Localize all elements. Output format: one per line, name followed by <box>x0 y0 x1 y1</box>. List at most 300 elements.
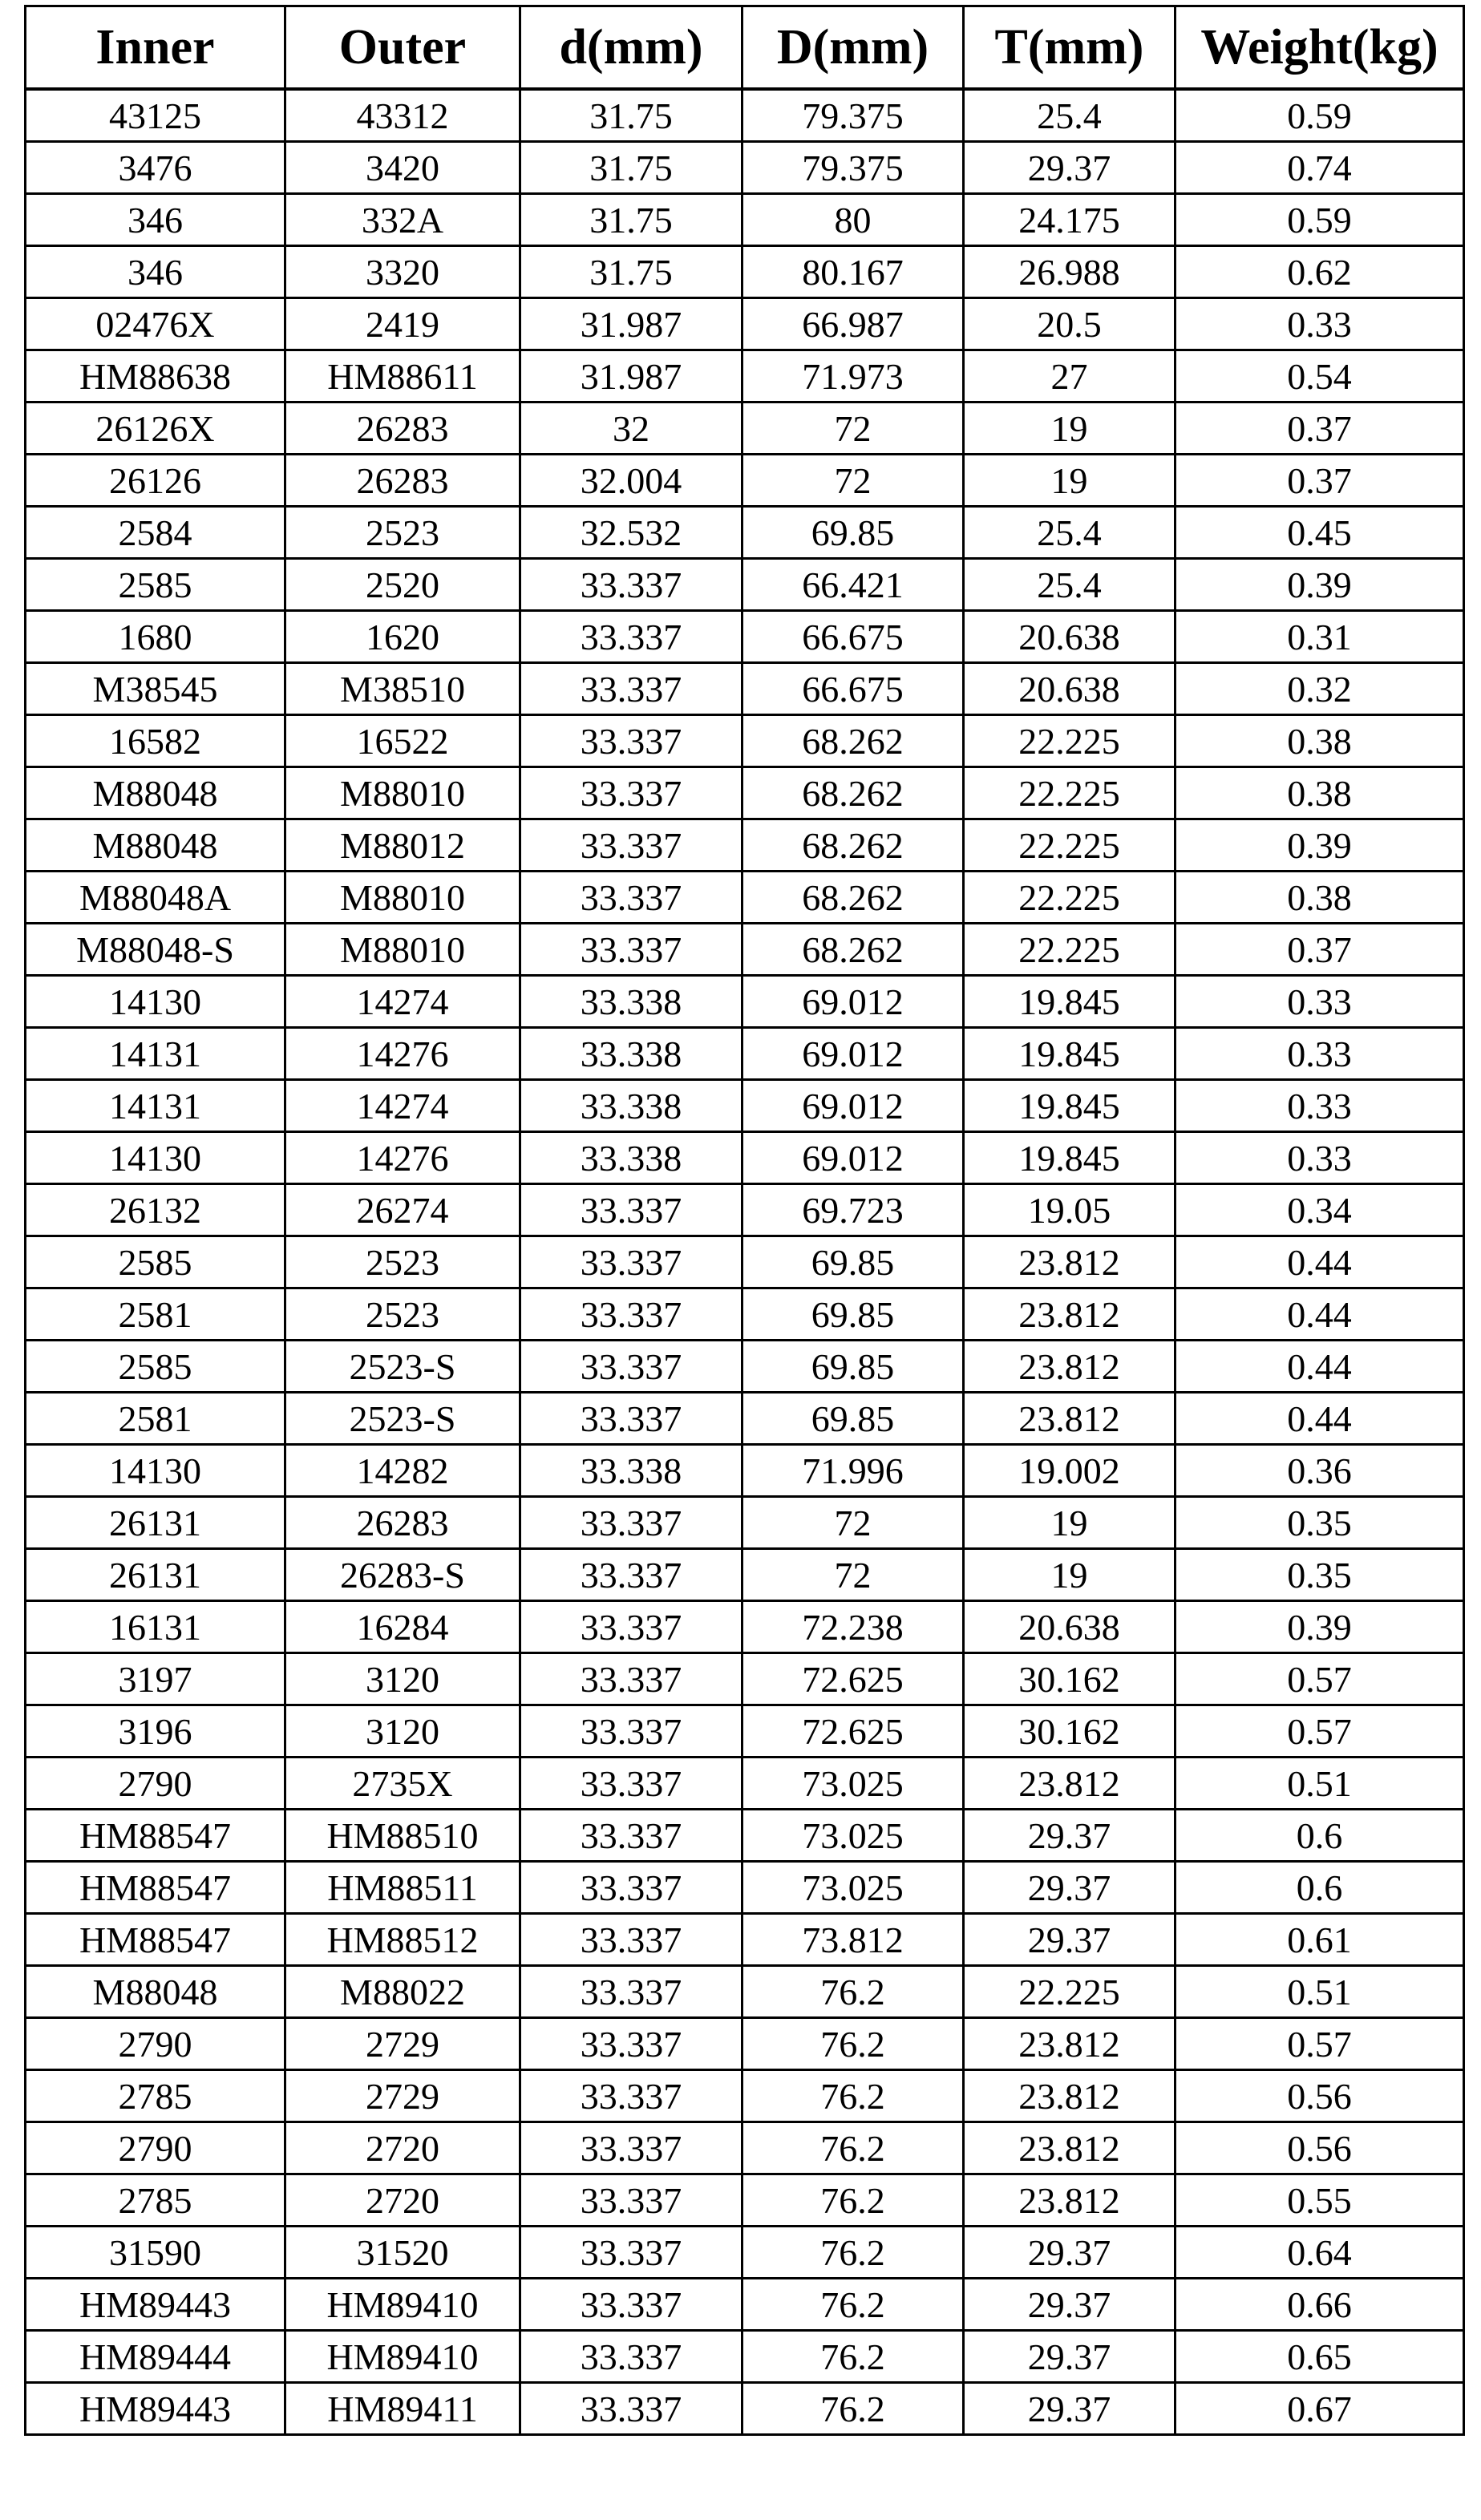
cell-bore-diameter: 33.337 <box>520 2122 743 2174</box>
table-header <box>26 6 1464 90</box>
table-row <box>26 2383 1464 2435</box>
cell-bore-diameter: 33.337 <box>520 1393 743 1445</box>
cell-bore-diameter: 33.337 <box>520 1862 743 1914</box>
cell-weight: 0.61 <box>1175 1914 1464 1966</box>
cell-outer: 14274 <box>285 1080 520 1132</box>
cell-bore-diameter: 33.337 <box>520 1914 743 1966</box>
table-row <box>26 1601 1464 1653</box>
cell-inner: HM88547 <box>26 1914 285 1966</box>
table-row <box>26 2331 1464 2383</box>
cell-weight: 0.64 <box>1175 2227 1464 2279</box>
table-row <box>26 663 1464 715</box>
table-row <box>26 559 1464 611</box>
cell-weight: 0.31 <box>1175 611 1464 663</box>
cell-outer: 16522 <box>285 715 520 767</box>
cell-bore-diameter: 33.337 <box>520 1341 743 1393</box>
cell-inner: 2785 <box>26 2070 285 2122</box>
cell-bore-diameter: 31.75 <box>520 194 743 246</box>
cell-outer-diameter: 76.2 <box>743 2331 964 2383</box>
table-row <box>26 611 1464 663</box>
header-bore-diameter: d(mm) <box>520 6 743 90</box>
cell-outer-diameter: 80 <box>743 194 964 246</box>
cell-bore-diameter: 33.337 <box>520 1288 743 1341</box>
cell-outer-diameter: 73.025 <box>743 1862 964 1914</box>
table-row <box>26 2122 1464 2174</box>
cell-inner: M88048-S <box>26 924 285 976</box>
cell-width: 30.162 <box>964 1653 1175 1705</box>
cell-bore-diameter: 33.337 <box>520 872 743 924</box>
cell-width: 23.812 <box>964 1393 1175 1445</box>
cell-inner: 14130 <box>26 976 285 1028</box>
cell-width: 19.845 <box>964 1132 1175 1184</box>
cell-width: 22.225 <box>964 872 1175 924</box>
cell-bore-diameter: 33.337 <box>520 2331 743 2383</box>
cell-inner: 2581 <box>26 1393 285 1445</box>
cell-width: 26.988 <box>964 246 1175 298</box>
cell-outer: M88010 <box>285 872 520 924</box>
cell-bore-diameter: 33.337 <box>520 1810 743 1862</box>
cell-outer: 26283-S <box>285 1549 520 1601</box>
cell-width: 23.812 <box>964 1288 1175 1341</box>
table-row <box>26 819 1464 872</box>
cell-outer-diameter: 72 <box>743 455 964 507</box>
cell-weight: 0.57 <box>1175 1705 1464 1758</box>
cell-bore-diameter: 33.337 <box>520 2018 743 2070</box>
cell-outer-diameter: 69.85 <box>743 1341 964 1393</box>
cell-inner: 26132 <box>26 1184 285 1236</box>
cell-outer-diameter: 76.2 <box>743 2018 964 2070</box>
cell-inner: 2581 <box>26 1288 285 1341</box>
cell-inner: 2584 <box>26 507 285 559</box>
cell-inner: 2585 <box>26 1341 285 1393</box>
cell-outer-diameter: 71.996 <box>743 1445 964 1497</box>
cell-weight: 0.33 <box>1175 1132 1464 1184</box>
cell-bore-diameter: 33.338 <box>520 1080 743 1132</box>
cell-weight: 0.39 <box>1175 559 1464 611</box>
cell-outer: 2523 <box>285 507 520 559</box>
table-row <box>26 1028 1464 1080</box>
cell-inner: M88048 <box>26 819 285 872</box>
cell-inner: 31590 <box>26 2227 285 2279</box>
table-row <box>26 1966 1464 2018</box>
cell-outer: M88012 <box>285 819 520 872</box>
cell-bore-diameter: 33.338 <box>520 1132 743 1184</box>
cell-bore-diameter: 33.337 <box>520 2279 743 2331</box>
table-row <box>26 1758 1464 1810</box>
cell-inner: HM88547 <box>26 1862 285 1914</box>
cell-inner: 2790 <box>26 1758 285 1810</box>
cell-outer-diameter: 79.375 <box>743 142 964 194</box>
table-row <box>26 1549 1464 1601</box>
cell-outer: 3120 <box>285 1653 520 1705</box>
cell-weight: 0.38 <box>1175 715 1464 767</box>
cell-width: 20.638 <box>964 1601 1175 1653</box>
table-row <box>26 976 1464 1028</box>
cell-outer: 26283 <box>285 455 520 507</box>
cell-inner: 3196 <box>26 1705 285 1758</box>
cell-inner: HM88547 <box>26 1810 285 1862</box>
table-row <box>26 2070 1464 2122</box>
cell-width: 29.37 <box>964 2227 1175 2279</box>
cell-weight: 0.51 <box>1175 1758 1464 1810</box>
cell-outer: HM88611 <box>285 350 520 402</box>
table-row <box>26 455 1464 507</box>
cell-width: 19 <box>964 455 1175 507</box>
header-weight: Weight(kg) <box>1175 6 1464 90</box>
cell-bore-diameter: 33.337 <box>520 767 743 819</box>
cell-inner: 346 <box>26 246 285 298</box>
cell-bore-diameter: 31.75 <box>520 89 743 142</box>
cell-bore-diameter: 32 <box>520 402 743 455</box>
cell-width: 19.845 <box>964 1028 1175 1080</box>
cell-bore-diameter: 31.75 <box>520 246 743 298</box>
cell-bore-diameter: 33.337 <box>520 924 743 976</box>
cell-width: 29.37 <box>964 2331 1175 2383</box>
cell-width: 19.002 <box>964 1445 1175 1497</box>
cell-weight: 0.32 <box>1175 663 1464 715</box>
cell-inner: 346 <box>26 194 285 246</box>
cell-outer: 1620 <box>285 611 520 663</box>
cell-width: 22.225 <box>964 924 1175 976</box>
cell-inner: 26131 <box>26 1497 285 1549</box>
cell-outer: 26283 <box>285 402 520 455</box>
cell-weight: 0.33 <box>1175 1028 1464 1080</box>
cell-width: 22.225 <box>964 767 1175 819</box>
cell-width: 30.162 <box>964 1705 1175 1758</box>
table-row <box>26 1497 1464 1549</box>
cell-outer-diameter: 69.85 <box>743 507 964 559</box>
cell-width: 19 <box>964 402 1175 455</box>
cell-width: 23.812 <box>964 2122 1175 2174</box>
cell-outer: HM88512 <box>285 1914 520 1966</box>
table-row <box>26 2018 1464 2070</box>
cell-bore-diameter: 32.004 <box>520 455 743 507</box>
cell-bore-diameter: 33.338 <box>520 976 743 1028</box>
cell-width: 20.638 <box>964 663 1175 715</box>
table-row <box>26 1132 1464 1184</box>
header-inner: Inner <box>26 6 285 90</box>
table-row <box>26 1445 1464 1497</box>
cell-outer-diameter: 69.012 <box>743 1080 964 1132</box>
cell-outer-diameter: 68.262 <box>743 767 964 819</box>
cell-outer: M38510 <box>285 663 520 715</box>
cell-inner: 26131 <box>26 1549 285 1601</box>
cell-bore-diameter: 33.337 <box>520 611 743 663</box>
cell-width: 19.845 <box>964 1080 1175 1132</box>
table-row <box>26 246 1464 298</box>
cell-outer: 26283 <box>285 1497 520 1549</box>
cell-outer: HM89410 <box>285 2279 520 2331</box>
cell-weight: 0.44 <box>1175 1288 1464 1341</box>
cell-weight: 0.45 <box>1175 507 1464 559</box>
cell-weight: 0.55 <box>1175 2174 1464 2227</box>
cell-outer: 14282 <box>285 1445 520 1497</box>
cell-weight: 0.39 <box>1175 1601 1464 1653</box>
cell-inner: HM88638 <box>26 350 285 402</box>
cell-weight: 0.56 <box>1175 2122 1464 2174</box>
cell-outer-diameter: 76.2 <box>743 2279 964 2331</box>
cell-outer: 2523 <box>285 1236 520 1288</box>
cell-weight: 0.39 <box>1175 819 1464 872</box>
cell-outer-diameter: 69.85 <box>743 1236 964 1288</box>
cell-width: 23.812 <box>964 2018 1175 2070</box>
cell-width: 29.37 <box>964 1862 1175 1914</box>
cell-width: 29.37 <box>964 2383 1175 2435</box>
cell-outer: 14274 <box>285 976 520 1028</box>
cell-width: 22.225 <box>964 1966 1175 2018</box>
cell-outer-diameter: 80.167 <box>743 246 964 298</box>
cell-outer: HM88510 <box>285 1810 520 1862</box>
cell-outer: M88022 <box>285 1966 520 2018</box>
header-row <box>26 6 1464 90</box>
cell-inner: HM89443 <box>26 2279 285 2331</box>
cell-outer: 14276 <box>285 1132 520 1184</box>
header-width: T(mm) <box>964 6 1175 90</box>
cell-weight: 0.44 <box>1175 1393 1464 1445</box>
cell-outer: 2729 <box>285 2070 520 2122</box>
cell-outer-diameter: 73.025 <box>743 1810 964 1862</box>
cell-bore-diameter: 33.337 <box>520 1601 743 1653</box>
cell-weight: 0.74 <box>1175 142 1464 194</box>
cell-outer-diameter: 76.2 <box>743 2174 964 2227</box>
cell-weight: 0.54 <box>1175 350 1464 402</box>
cell-outer-diameter: 68.262 <box>743 715 964 767</box>
cell-outer: 43312 <box>285 89 520 142</box>
cell-inner: 43125 <box>26 89 285 142</box>
cell-width: 22.225 <box>964 819 1175 872</box>
cell-weight: 0.6 <box>1175 1810 1464 1862</box>
cell-outer: M88010 <box>285 767 520 819</box>
cell-bore-diameter: 33.337 <box>520 1758 743 1810</box>
cell-width: 23.812 <box>964 1758 1175 1810</box>
table-row <box>26 1705 1464 1758</box>
cell-bore-diameter: 33.337 <box>520 2383 743 2435</box>
cell-weight: 0.51 <box>1175 1966 1464 2018</box>
cell-width: 20.638 <box>964 611 1175 663</box>
cell-inner: 16582 <box>26 715 285 767</box>
cell-weight: 0.57 <box>1175 2018 1464 2070</box>
cell-weight: 0.35 <box>1175 1549 1464 1601</box>
cell-bore-diameter: 33.337 <box>520 1236 743 1288</box>
cell-outer: HM89411 <box>285 2383 520 2435</box>
cell-weight: 0.37 <box>1175 455 1464 507</box>
cell-outer-diameter: 69.723 <box>743 1184 964 1236</box>
cell-bore-diameter: 33.337 <box>520 1497 743 1549</box>
cell-weight: 0.59 <box>1175 194 1464 246</box>
cell-outer: 3320 <box>285 246 520 298</box>
table-row <box>26 1393 1464 1445</box>
cell-outer: 26274 <box>285 1184 520 1236</box>
table-row <box>26 1184 1464 1236</box>
table-row <box>26 1236 1464 1288</box>
cell-width: 23.812 <box>964 1341 1175 1393</box>
table-row <box>26 1341 1464 1393</box>
table-row <box>26 2227 1464 2279</box>
table-row <box>26 1810 1464 1862</box>
cell-outer: 2520 <box>285 559 520 611</box>
cell-inner: 26126 <box>26 455 285 507</box>
cell-outer: 2720 <box>285 2174 520 2227</box>
cell-inner: M88048 <box>26 1966 285 2018</box>
cell-width: 19 <box>964 1497 1175 1549</box>
cell-outer-diameter: 69.012 <box>743 976 964 1028</box>
cell-bore-diameter: 33.337 <box>520 663 743 715</box>
table-row <box>26 924 1464 976</box>
cell-outer: HM89410 <box>285 2331 520 2383</box>
cell-width: 19.05 <box>964 1184 1175 1236</box>
cell-weight: 0.37 <box>1175 924 1464 976</box>
cell-bore-diameter: 33.337 <box>520 1184 743 1236</box>
cell-inner: 14131 <box>26 1028 285 1080</box>
cell-width: 25.4 <box>964 507 1175 559</box>
header-outer-diameter: D(mm) <box>743 6 964 90</box>
cell-weight: 0.59 <box>1175 89 1464 142</box>
cell-width: 27 <box>964 350 1175 402</box>
cell-bore-diameter: 33.337 <box>520 1653 743 1705</box>
cell-width: 22.225 <box>964 715 1175 767</box>
table-row <box>26 89 1464 142</box>
cell-outer-diameter: 68.262 <box>743 819 964 872</box>
cell-inner: 14131 <box>26 1080 285 1132</box>
table-row <box>26 1653 1464 1705</box>
table-row <box>26 350 1464 402</box>
cell-outer-diameter: 69.85 <box>743 1288 964 1341</box>
cell-outer-diameter: 69.85 <box>743 1393 964 1445</box>
cell-outer-diameter: 66.987 <box>743 298 964 350</box>
cell-bore-diameter: 33.337 <box>520 1549 743 1601</box>
cell-weight: 0.38 <box>1175 872 1464 924</box>
cell-outer-diameter: 76.2 <box>743 2227 964 2279</box>
cell-outer-diameter: 76.2 <box>743 1966 964 2018</box>
cell-weight: 0.44 <box>1175 1341 1464 1393</box>
cell-bore-diameter: 33.338 <box>520 1445 743 1497</box>
cell-weight: 0.38 <box>1175 767 1464 819</box>
cell-width: 23.812 <box>964 2070 1175 2122</box>
cell-weight: 0.33 <box>1175 976 1464 1028</box>
cell-outer-diameter: 66.421 <box>743 559 964 611</box>
cell-outer-diameter: 69.012 <box>743 1028 964 1080</box>
cell-bore-diameter: 31.987 <box>520 298 743 350</box>
cell-inner: M38545 <box>26 663 285 715</box>
cell-inner: 2585 <box>26 1236 285 1288</box>
cell-bore-diameter: 33.337 <box>520 2070 743 2122</box>
cell-weight: 0.37 <box>1175 402 1464 455</box>
cell-outer-diameter: 69.012 <box>743 1132 964 1184</box>
cell-outer-diameter: 72.625 <box>743 1653 964 1705</box>
cell-bore-diameter: 33.337 <box>520 1705 743 1758</box>
table-row <box>26 2174 1464 2227</box>
table-row <box>26 1080 1464 1132</box>
cell-inner: 1680 <box>26 611 285 663</box>
cell-outer: 16284 <box>285 1601 520 1653</box>
cell-bore-diameter: 33.337 <box>520 715 743 767</box>
table-row <box>26 2279 1464 2331</box>
cell-bore-diameter: 31.75 <box>520 142 743 194</box>
cell-bore-diameter: 33.337 <box>520 1966 743 2018</box>
cell-bore-diameter: 33.337 <box>520 819 743 872</box>
bearing-spec-table <box>24 5 1465 2436</box>
table-row <box>26 1862 1464 1914</box>
cell-bore-diameter: 31.987 <box>520 350 743 402</box>
cell-outer: 2729 <box>285 2018 520 2070</box>
table-row <box>26 142 1464 194</box>
cell-inner: M88048A <box>26 872 285 924</box>
header-outer: Outer <box>285 6 520 90</box>
cell-outer: 2735X <box>285 1758 520 1810</box>
cell-inner: HM89443 <box>26 2383 285 2435</box>
table-row <box>26 1914 1464 1966</box>
cell-inner: 14130 <box>26 1445 285 1497</box>
cell-bore-diameter: 32.532 <box>520 507 743 559</box>
table-row <box>26 194 1464 246</box>
cell-width: 29.37 <box>964 2279 1175 2331</box>
cell-outer-diameter: 72.238 <box>743 1601 964 1653</box>
cell-outer: HM88511 <box>285 1862 520 1914</box>
table-row <box>26 507 1464 559</box>
cell-weight: 0.65 <box>1175 2331 1464 2383</box>
cell-outer: 2523-S <box>285 1393 520 1445</box>
cell-width: 19.845 <box>964 976 1175 1028</box>
cell-outer-diameter: 72 <box>743 1549 964 1601</box>
table-row <box>26 298 1464 350</box>
cell-outer: 2523-S <box>285 1341 520 1393</box>
table-row <box>26 767 1464 819</box>
cell-width: 20.5 <box>964 298 1175 350</box>
cell-outer-diameter: 68.262 <box>743 872 964 924</box>
cell-outer-diameter: 72.625 <box>743 1705 964 1758</box>
table-row <box>26 1288 1464 1341</box>
cell-weight: 0.67 <box>1175 2383 1464 2435</box>
cell-width: 23.812 <box>964 2174 1175 2227</box>
cell-weight: 0.36 <box>1175 1445 1464 1497</box>
cell-inner: 14130 <box>26 1132 285 1184</box>
cell-width: 29.37 <box>964 1810 1175 1862</box>
cell-outer-diameter: 73.025 <box>743 1758 964 1810</box>
cell-inner: 16131 <box>26 1601 285 1653</box>
cell-outer: 3420 <box>285 142 520 194</box>
cell-outer: 332A <box>285 194 520 246</box>
cell-outer-diameter: 79.375 <box>743 89 964 142</box>
cell-outer: M88010 <box>285 924 520 976</box>
cell-inner: 3197 <box>26 1653 285 1705</box>
cell-outer: 2419 <box>285 298 520 350</box>
cell-weight: 0.33 <box>1175 298 1464 350</box>
cell-width: 25.4 <box>964 559 1175 611</box>
table-row <box>26 402 1464 455</box>
cell-weight: 0.6 <box>1175 1862 1464 1914</box>
cell-weight: 0.62 <box>1175 246 1464 298</box>
cell-outer: 3120 <box>285 1705 520 1758</box>
cell-inner: 02476X <box>26 298 285 350</box>
cell-outer-diameter: 72 <box>743 1497 964 1549</box>
cell-width: 23.812 <box>964 1236 1175 1288</box>
cell-outer-diameter: 76.2 <box>743 2383 964 2435</box>
cell-inner: 2585 <box>26 559 285 611</box>
cell-weight: 0.35 <box>1175 1497 1464 1549</box>
cell-inner: 2785 <box>26 2174 285 2227</box>
cell-outer: 14276 <box>285 1028 520 1080</box>
cell-inner: 2790 <box>26 2018 285 2070</box>
cell-weight: 0.66 <box>1175 2279 1464 2331</box>
cell-inner: 3476 <box>26 142 285 194</box>
cell-width: 19 <box>964 1549 1175 1601</box>
cell-inner: M88048 <box>26 767 285 819</box>
cell-bore-diameter: 33.337 <box>520 2227 743 2279</box>
cell-outer-diameter: 66.675 <box>743 663 964 715</box>
cell-outer-diameter: 72 <box>743 402 964 455</box>
cell-weight: 0.56 <box>1175 2070 1464 2122</box>
cell-outer: 2523 <box>285 1288 520 1341</box>
